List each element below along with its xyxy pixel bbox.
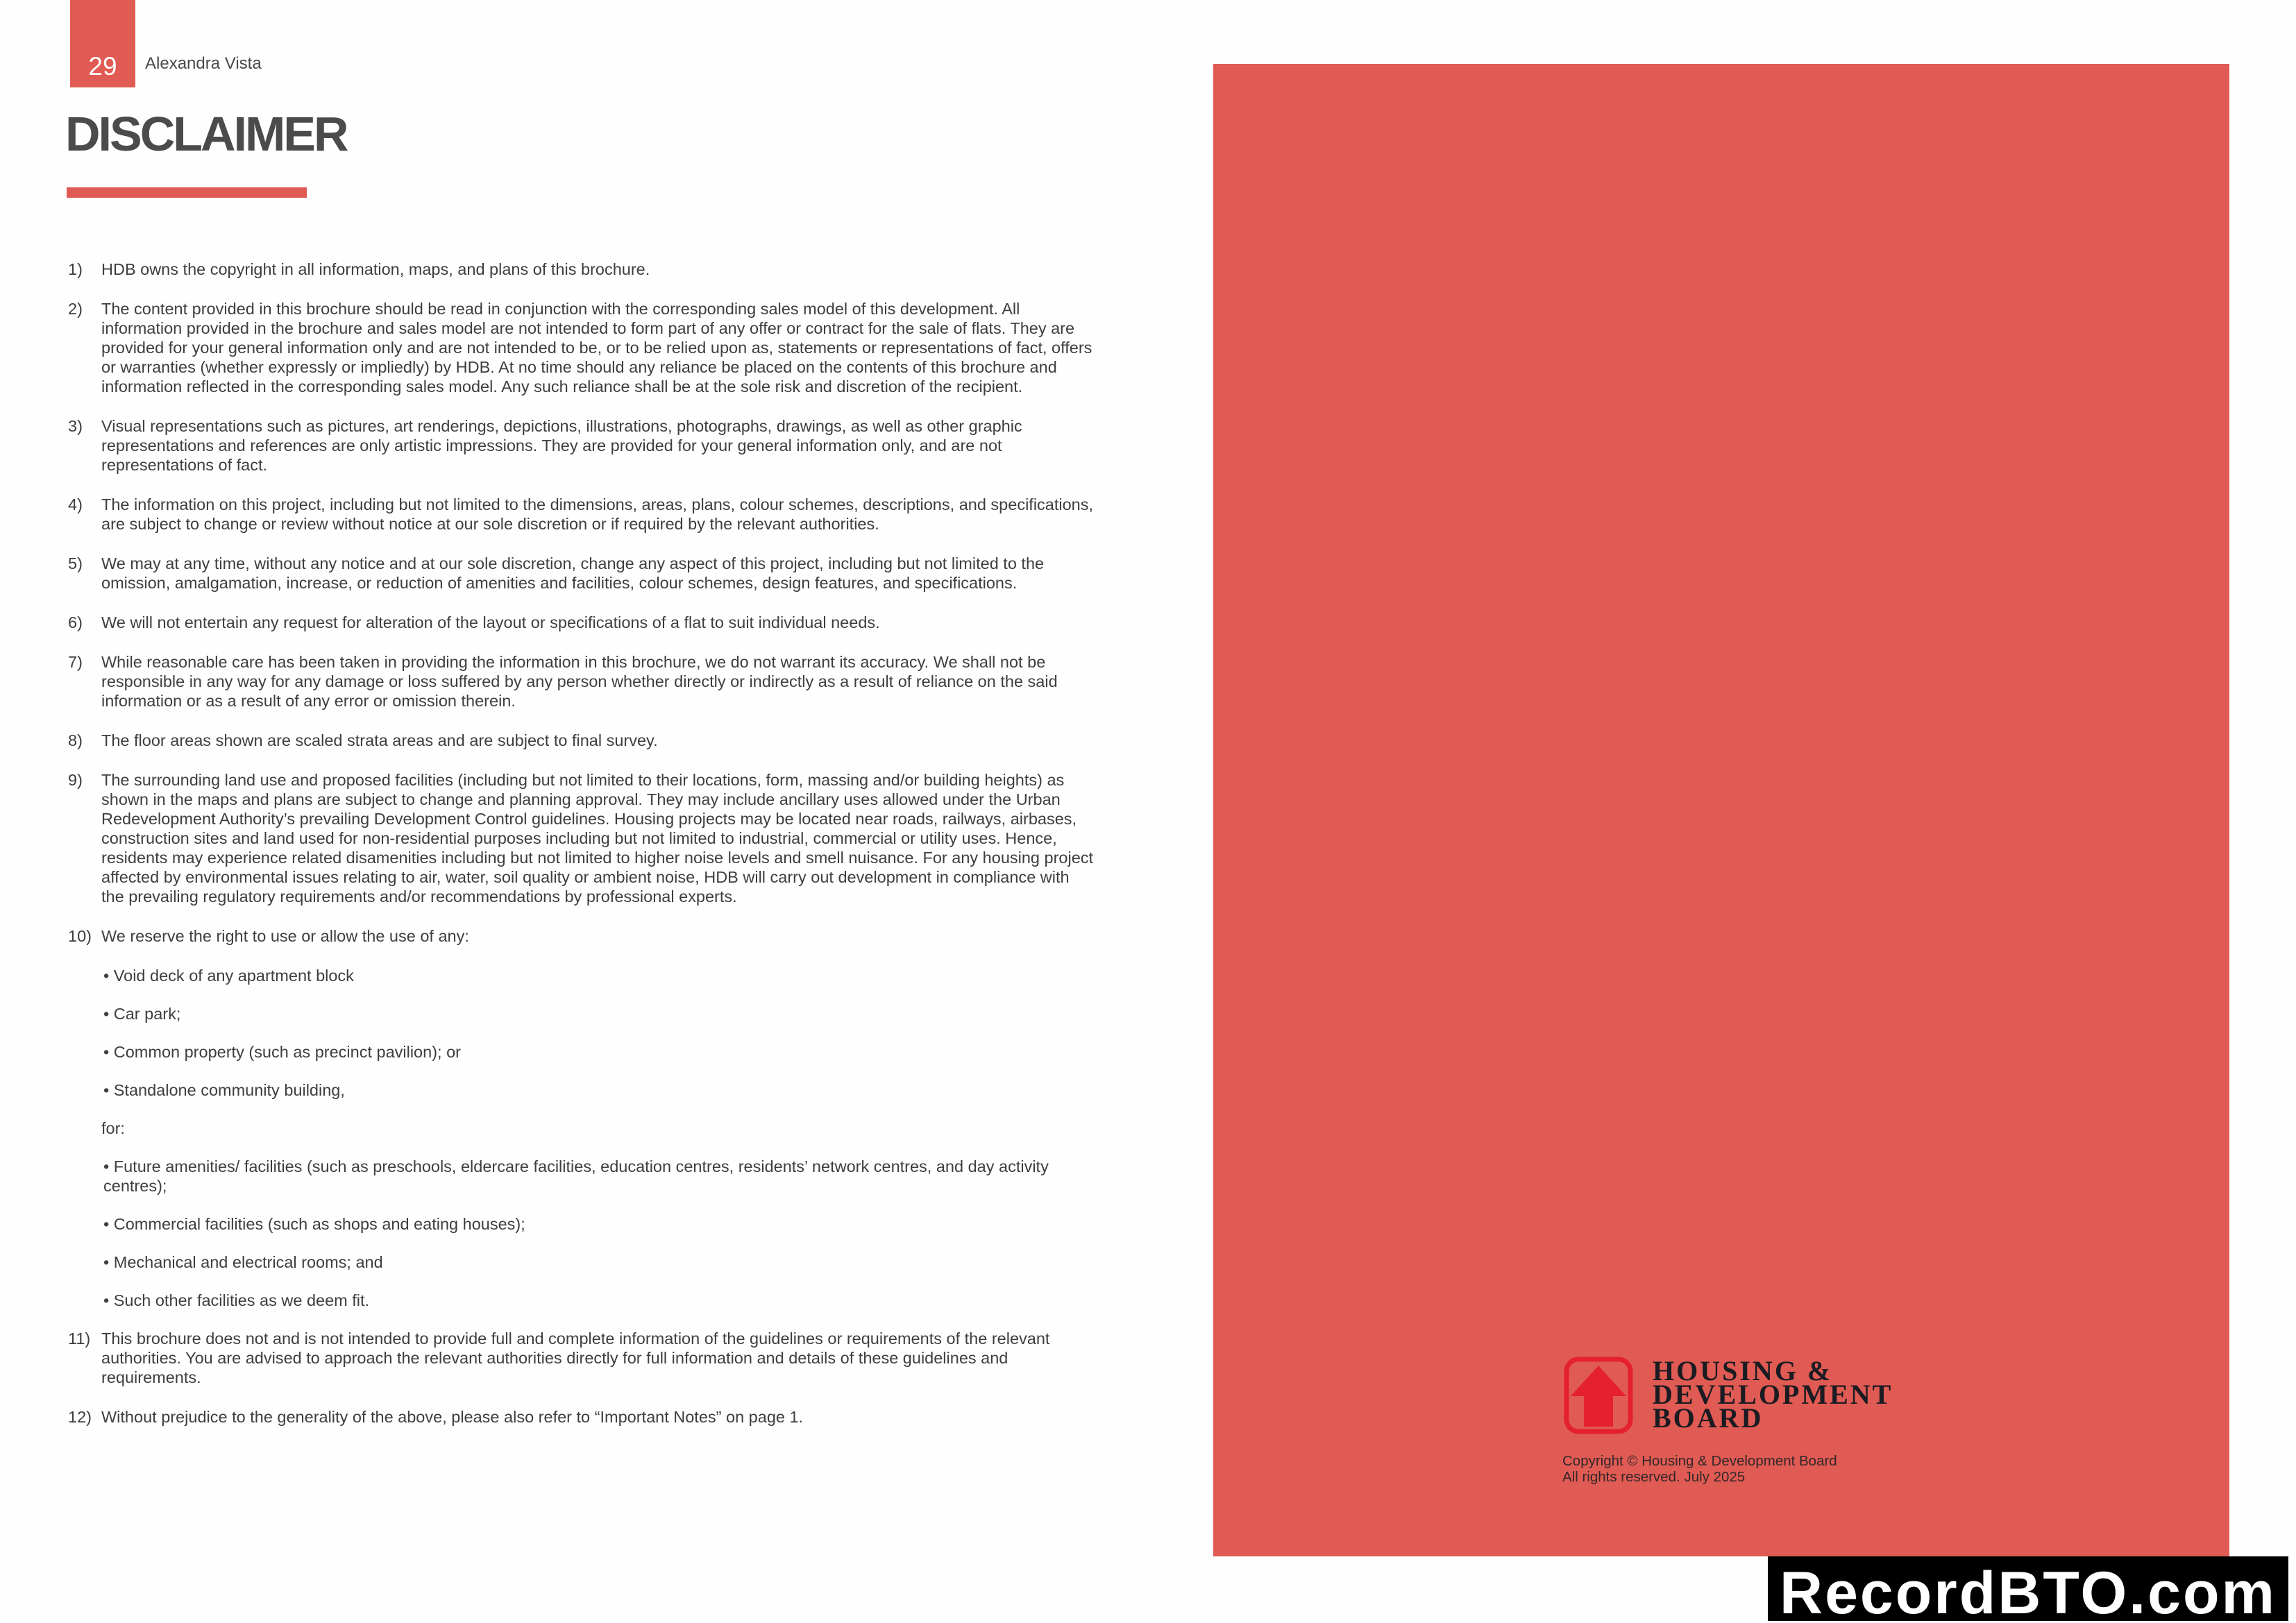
disclaimer-item-7	[68, 652, 1094, 711]
page-title: DISCLAIMER	[65, 107, 347, 161]
item-number: 7)	[68, 653, 83, 671]
title-underline-bar	[67, 187, 307, 198]
bullet-item: • Commercial facilities (such as shops and eating houses);	[103, 1215, 525, 1233]
item-number: 8)	[68, 731, 83, 749]
disclaimer-item-10	[68, 926, 1094, 946]
disclaimer-item-4	[68, 495, 1094, 534]
item-number: 9)	[68, 771, 83, 789]
disclaimer-item-1	[68, 260, 1094, 279]
item-number: 10)	[68, 927, 92, 945]
logo-line-1: HOUSING &	[1653, 1355, 1833, 1386]
item-text: The content provided in this brochure should be read in conjunction with the corresponding sales model of this development. All information provided in the brochure and sales model are not intended to form part of any offer or contract for the sale of flats. They are provided for your general information only and are not intended to be, or to be relied upon as, statements or representations of fact, offers or warranties (whether expressly or impliedly) by HDB. At no time should any reliance be placed on the contents of this brochure and information reflected in the corresponding sales model. Any such reliance shall be at the sole risk and discretion of the recipient.	[101, 300, 1092, 396]
logo-line-2: DEVELOPMENT	[1653, 1379, 1893, 1410]
hdb-logo-text	[1653, 1355, 1893, 1434]
copyright-line-2: All rights reserved. July 2025	[1562, 1469, 1746, 1485]
disclaimer-item-5	[68, 554, 1094, 593]
page-number: 29	[88, 52, 117, 80]
disclaimer-item-11	[68, 1329, 1094, 1387]
item-number: 2)	[68, 300, 83, 318]
item-text: The surrounding land use and proposed facilities (including but not limited to their locations, form, massing and/or building heights) as shown in the maps and plans are subject to change and planning approval. They may include ancillary uses allowed under the Urban Redevelopment Authority’s prevailing Development Control guidelines. Housing projects may be located near roads, railways, airbases, construction sites and land used for non-residential purposes including but not limited to industrial, commercial or utility uses. Hence, residents may experience related disamenities including but not limited to higher noise levels and smell nuisance. For any housing project affected by environmental issues relating to air, water, soil quality or ambient noise, HDB will carry out development in compliance with the prevailing regulatory requirements and/or recommendations by professional experts.	[101, 771, 1094, 906]
hdb-arrow-icon	[1564, 1357, 1633, 1434]
copyright-notice	[1562, 1453, 1837, 1485]
bullet-item: • Void deck of any apartment block	[103, 967, 354, 985]
bullet-item: • Common property (such as precinct pavilion); or	[103, 1043, 461, 1061]
disclaimer-item-3	[68, 416, 1094, 475]
item-number: 6)	[68, 613, 83, 631]
item-text: This brochure does not and is not intended to provide full and complete information of the guidelines or requirements of the relevant authorities. You are advised to approach the relevant authorities directly for full information and details of these guidelines and requirements.	[101, 1329, 1050, 1386]
item-number: 5)	[68, 554, 83, 572]
bullet-item: • Car park;	[103, 1005, 181, 1023]
item-number: 1)	[68, 260, 83, 278]
item-text: HDB owns the copyright in all information, maps, and plans of this brochure.	[101, 260, 650, 278]
item-text: The information on this project, including but not limited to the dimensions, areas, plans, colour schemes, descriptions, and specifications, are subject to change or review without notice at our sole discretion or if required by the relevant authorities.	[101, 495, 1094, 533]
bullet-item: • Mechanical and electrical rooms; and	[103, 1253, 383, 1271]
disclaimer-item-9	[68, 770, 1094, 906]
disclaimer-item-6	[68, 613, 1094, 632]
bullet-item: • Future amenities/ facilities (such as preschools, eldercare facilities, education centres, residents’ network centres, and day activity centres);	[103, 1157, 1049, 1195]
bullet-item: • Such other facilities as we deem fit.	[103, 1291, 370, 1309]
disclaimer-item-12	[68, 1407, 1094, 1427]
item-text: We may at any time, without any notice and at our sole discretion, change any aspect of this project, including but not limited to the omission, amalgamation, increase, or reduction of amenities and facilities, colour schemes, design features, and specifications.	[101, 554, 1045, 592]
cover-panel	[1213, 64, 2229, 1556]
item-number: 4)	[68, 495, 83, 513]
hdb-logo	[1564, 1357, 1893, 1434]
item-number: 11)	[68, 1329, 91, 1348]
item-text: We reserve the right to use or allow the use of any:	[101, 927, 469, 945]
disclaimer-item-8	[68, 731, 1094, 750]
disclaimer-item-2	[68, 299, 1094, 396]
item-text: Without prejudice to the generality of the above, please also refer to “Important Notes” on page 1.	[101, 1408, 804, 1426]
item-text: Visual representations such as pictures, art renderings, depictions, illustrations, photographs, drawings, as well as other graphic representations and references are only artistic impressions. They are provided for your general information only, and are not representations of fact.	[101, 417, 1022, 474]
page-number-box	[70, 0, 135, 87]
copyright-line-1: Copyright © Housing & Development Board	[1562, 1453, 1837, 1469]
item-text: We will not entertain any request for alteration of the layout or specifications of a flat to suit individual needs.	[101, 613, 880, 631]
item-number: 3)	[68, 417, 83, 435]
connector-text: for:	[101, 1119, 125, 1137]
logo-line-3: BOARD	[1653, 1402, 1764, 1434]
disclaimer-list	[68, 260, 1094, 1447]
item-text: While reasonable care has been taken in providing the information in this brochure, we do not warrant its accuracy. We shall not be responsible in any way for any damage or loss suffered by any person whether directly or indirectly as a result of reliance on the said information or as a result of any error or omission therein.	[101, 653, 1058, 710]
item-text: The floor areas shown are scaled strata areas and are subject to final survey.	[101, 731, 658, 749]
item-number: 12)	[68, 1408, 92, 1426]
watermark-banner	[1768, 1556, 2288, 1621]
watermark-text: RecordBTO.com	[1780, 1559, 2277, 1621]
project-name: Alexandra Vista	[145, 54, 262, 73]
bullet-item: • Standalone community building,	[103, 1081, 345, 1099]
